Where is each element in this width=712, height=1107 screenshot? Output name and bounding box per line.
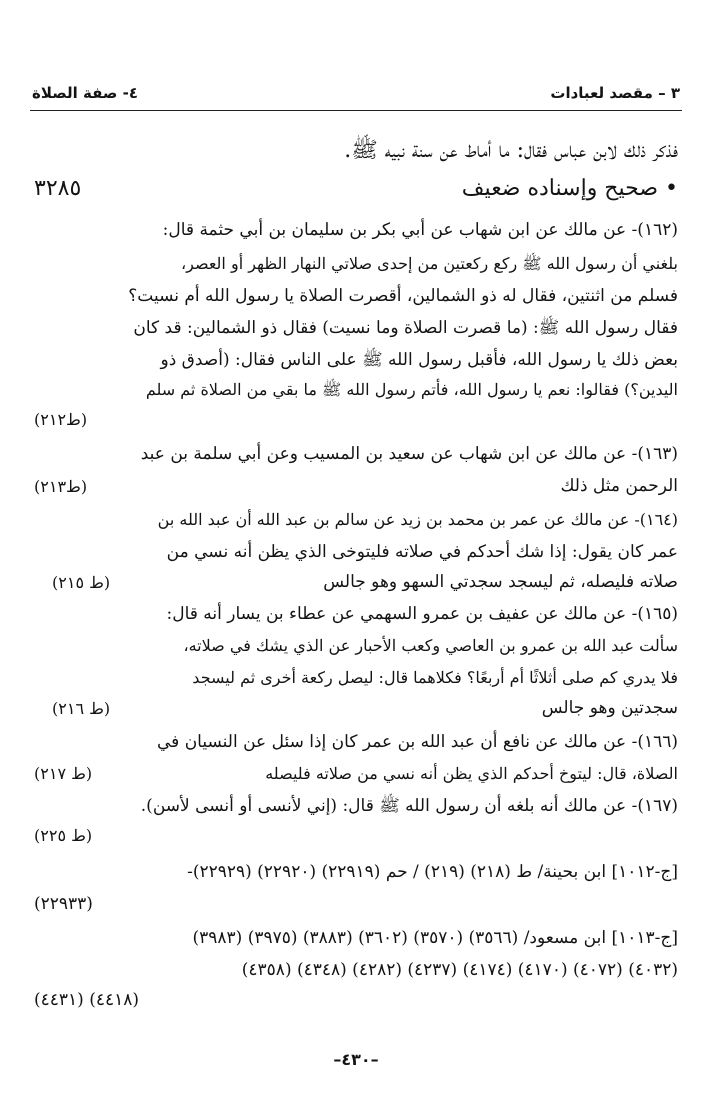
hadith-164-ref: (ط ٢١٥)	[52, 572, 111, 592]
hadith-162-line-1: (١٦٢)- عن مالك عن ابن شهاب عن أبي بكر بن سليمان بن أبي حثمة قال:	[162, 220, 678, 240]
hadith-162-line-2: بلغني أن رسول الله ﷺ ركع ركعتين من إحدى صلاتي النهار الظهر أو العصر،	[180, 254, 678, 273]
hadith-164-line-2: عمر كان يقول: إذا شك أحدكم في صلاته فليتوخى الذي يظن أنه نسي من	[166, 542, 678, 562]
hadith-165-ref: (ط ٢١٦)	[52, 698, 111, 718]
hadith-167-line-1: (١٦٧)- عن مالك أنه بلغه أن رسول الله ﷺ قال: (إني لأنسى أو أنسى لأسن).	[140, 796, 678, 816]
ref-1013-line-2: (٤٠٣٢) (٤٠٧٢) (٤١٧٠) (٤١٧٤) (٤٢٣٧) (٤٢٨٢) (٤٣٤٨) (٤٣٥٨)	[241, 960, 678, 980]
hadith-166-line-2-row	[34, 766, 678, 782]
hadith-162-line-5: بعض ذلك يا رسول الله، فأقبل رسول الله ﷺ على الناس فقال: (أصدق ذو	[160, 350, 678, 370]
ref-1012-line-1: [ج-١٠١٢] ابن بحينة/ ط (٢١٨) (٢١٩) / حم (٢٢٩١٩) (٢٢٩٢٠) (٢٢٩٢٩)-	[187, 862, 678, 882]
hadith-164-line-3: صلاته فليصله، ثم ليسجد سجدتي السهو وهو جالس	[323, 572, 678, 592]
ref-1012-line-2: (٢٢٩٣٣)	[34, 894, 93, 914]
header-chapter-title: ٤- صفة الصلاة	[32, 84, 139, 102]
hadith-164-line-1: (١٦٤)- عن مالك عن عمر بن محمد بن زيد عن سالم بن عبد الله أن عبد الله بن	[157, 510, 678, 529]
ref-1013-line-1: [ج-١٠١٣] ابن مسعود/ (٣٥٦٦) (٣٥٧٠) (٣٦٠٢) (٣٨٨٣) (٣٩٧٥) (٣٩٨٣)	[192, 928, 678, 948]
hadith-166-line-2: الصلاة، قال: ليتوخ أحدكم الذي يظن أنه نسي من صلاته فليصله	[265, 764, 678, 783]
page-number: –٤٣٠–	[333, 1050, 379, 1069]
hadith-165-line-1: (١٦٥)- عن مالك عن عفيف بن عمرو السهمي عن عطاء بن يسار أنه قال:	[166, 604, 678, 624]
hadith-165-line-3: فلا يدري كم صلى أثلاثًا أم أربعًا؟ فكلاهما قال: ليصل ركعة أخرى ثم ليسجد	[192, 668, 678, 687]
ref-1013-line-3: (٤٤١٨) (٤٤٣١)	[34, 990, 140, 1010]
hadith-166-line-1: (١٦٦)- عن مالك عن نافع أن عبد الله بن عمر كان إذا سئل عن النسيان في	[157, 732, 678, 752]
hadith-164-line-3-row	[34, 574, 678, 591]
hadith-162-line-4: فقال رسول الله ﷺ: (ما قصرت الصلاة وما نسيت) فقال ذو الشمالين: قد كان	[133, 318, 678, 338]
header-section-title: ٣ – مقصد لعبادات	[550, 84, 680, 102]
hadith-165-line-4-row	[34, 700, 678, 717]
hadith-165-line-2: سألت عبد الله بن عمرو بن العاصي وكعب الأحبار عن الذي يشك في صلاته،	[183, 636, 678, 655]
hadith-167-ref: (ط ٢٢٥)	[34, 826, 93, 845]
hadith-162-line-3: فسلم من اثنتين، فقال له ذو الشمالين، أقصرت الصلاة يا رسول الله أم نسيت؟	[128, 286, 678, 306]
hadith-162-ref: (ط٢١٢)	[34, 410, 88, 429]
running-header	[32, 78, 680, 108]
hadith-163-line-1: (١٦٣)- عن مالك عن ابن شهاب عن سعيد بن المسيب وعن أبي سلمة بن عبد	[140, 444, 678, 464]
grade-number: ٣٢٨٥	[34, 176, 82, 201]
hadith-165-line-4: سجدتين وهو جالس	[541, 698, 678, 718]
intro-text: فذكر ذلك لابن عباس فقال: ما أماط عن سنة نبيه ﷺ.	[344, 138, 678, 163]
header-rule	[30, 110, 682, 111]
hadith-163-line-2: الرحمن مثل ذلك	[560, 476, 678, 496]
hadith-166-ref: (ط ٢١٧)	[34, 764, 93, 783]
grade-label: • صحيح وإسناده ضعيف	[461, 176, 678, 201]
grade-row	[34, 178, 678, 200]
hadith-163-ref: (ط٢١٣)	[34, 476, 88, 496]
hadith-163-line-2-row	[34, 478, 678, 495]
hadith-162-line-6: اليدين؟) فقالوا: نعم يا رسول الله، فأتم رسول الله ﷺ ما بقي من الصلاة ثم سلم	[145, 380, 678, 399]
